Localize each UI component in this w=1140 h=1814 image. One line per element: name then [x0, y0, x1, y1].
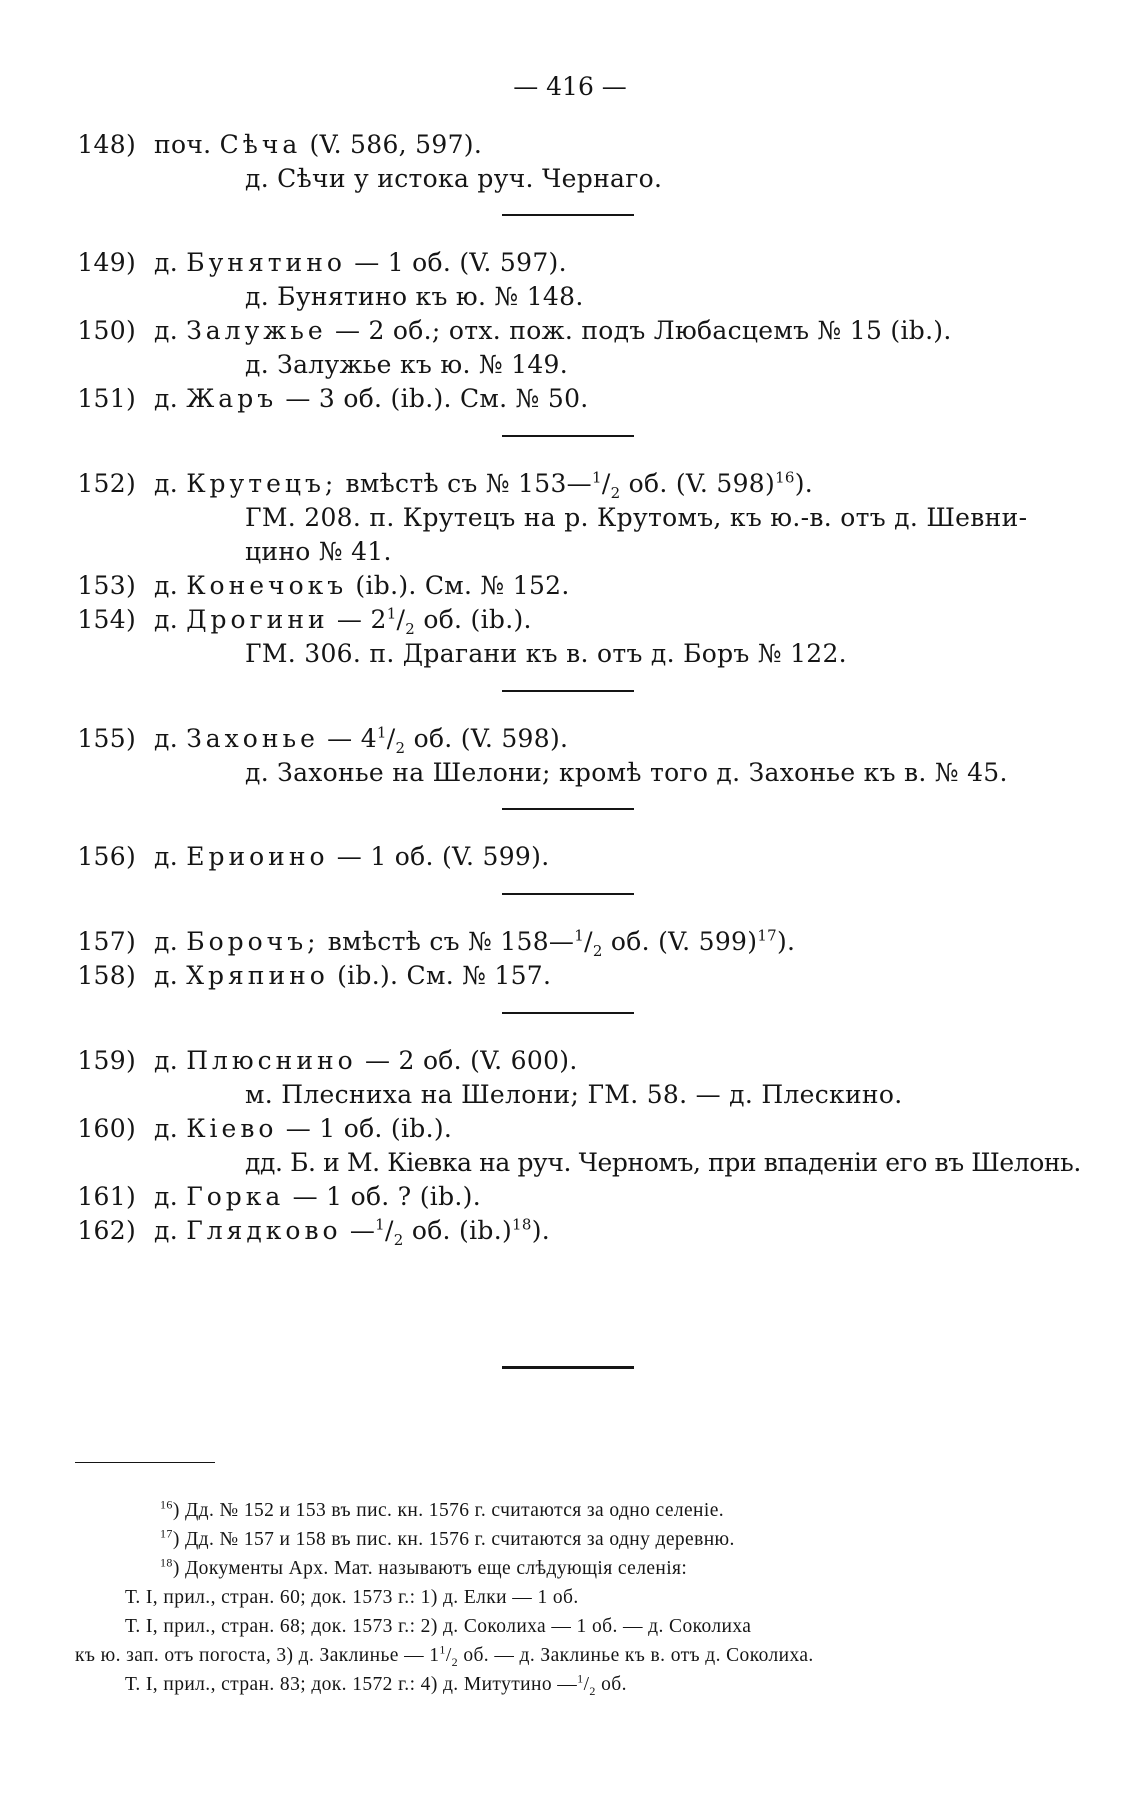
fraction-numerator: 1: [577, 1671, 584, 1686]
entry-156: [36, 842, 549, 871]
entry-type: д.: [154, 927, 178, 956]
footnote-18-line-1: Т. I, прил., стран. 60; док. 1573 г.: 1) д. Елки — 1 об.: [125, 1587, 579, 1608]
fraction-numerator: 1: [574, 926, 585, 945]
footnote-mark: 16: [160, 1497, 173, 1512]
footnote-text: ) Дд. № 152 и 153 въ пис. кн. 1576 г. считаются за одно селеніе.: [172, 1500, 725, 1521]
footnote-rule: [75, 1462, 215, 1463]
entry-type: д.: [154, 571, 178, 600]
footnote-text: об.: [601, 1674, 627, 1695]
entry-number: 159): [77, 1046, 136, 1075]
fraction-denominator: 2: [405, 620, 416, 638]
section-separator: [502, 893, 634, 895]
entry-details: — 2: [336, 605, 387, 634]
entry-number: 154): [77, 605, 136, 634]
entry-type: д.: [154, 316, 178, 345]
entry-name: Конечокъ: [186, 571, 348, 600]
footnote-text: ) Документы Арх. Мат. называютъ еще слѣдующія селенія:: [172, 1558, 688, 1579]
entry-type: д.: [154, 1182, 178, 1211]
entry-162: 162) д. Глядково $—^1/_2$ об. $(ib.)^{18}$).: [36, 1216, 550, 1245]
entry-type: д.: [154, 248, 178, 277]
fraction-numerator: 1: [591, 468, 602, 487]
footnote-mark: 17: [160, 1526, 173, 1541]
footnote-text: Т. I, прил., стран. 83; док. 1572 г.: 4) д. Митутино —: [125, 1674, 578, 1695]
entry-details: об. (ib.).: [423, 605, 532, 634]
footnote-18-line-2: Т. I, прил., стран. 68; док. 1573 г.: 2) д. Соколиха — 1 об. — д. Соколиха: [125, 1616, 752, 1637]
section-separator: [502, 1012, 634, 1014]
fraction-denominator: 2: [393, 1231, 404, 1249]
fraction-numerator: 1: [376, 723, 387, 742]
footnote-text: ) Дд. № 157 и 158 въ пис. кн. 1576 г. считаются за одну деревню.: [172, 1529, 735, 1550]
footnote-ref[interactable]: 17: [757, 926, 777, 945]
entry-number: 151): [77, 384, 136, 413]
entry-152-note: ГМ. 208. п. Крутецъ на р. Крутомъ, къ ю.-в. отъ д. Шевни-: [245, 503, 1028, 532]
entry-details: (ib.). См. № 152.: [355, 571, 570, 600]
fraction-denominator: 2: [589, 1683, 596, 1698]
entry-details: об. (ib.): [411, 1216, 512, 1245]
entry-name: Борочъ;: [186, 927, 320, 956]
footnote-text: об. — д. Заклинье къ в. отъ д. Соколиха.: [463, 1645, 814, 1666]
entry-name: Жаръ: [186, 384, 278, 413]
footnote-mark: 18: [160, 1555, 173, 1570]
entry-150-note: д. Залужье къ ю. № 149.: [245, 350, 569, 379]
entry-name: Глядково: [186, 1216, 342, 1245]
entry-name: Хряпино: [186, 961, 329, 990]
entry-details: — 3 об. (ib.). См. № 50.: [285, 384, 589, 413]
entry-type: д.: [154, 724, 178, 753]
section-separator: [502, 214, 634, 216]
fraction-numerator: 1: [439, 1642, 446, 1657]
entry-type: поч.: [154, 130, 212, 159]
footnote-16: [160, 1497, 725, 1522]
entry-name: Крутецъ;: [186, 469, 338, 498]
footnote-17: [160, 1526, 735, 1551]
entry-name: Залужье: [186, 316, 327, 345]
entry-number: 162): [77, 1216, 136, 1245]
entry-details: — 2 об.; отх. пож. подъ Любасцемъ № 15 (ib.).: [334, 316, 952, 345]
footnote-text: къ ю. зап. отъ погоста, 3) д. Заклинье — 1: [75, 1645, 440, 1666]
entry-type: д.: [154, 469, 178, 498]
footnote-18: [160, 1555, 688, 1580]
entry-149-note: д. Бунятино къ ю. № 148.: [245, 282, 584, 311]
entry-details: — 2 об. (V. 600).: [364, 1046, 578, 1075]
entry-details: — 1 об. (V. 597).: [354, 248, 567, 277]
entry-149: [36, 248, 567, 277]
entry-details: ).: [794, 469, 814, 498]
entry-details: — 1 об. (V. 599).: [336, 842, 550, 871]
entry-number: 150): [77, 316, 136, 345]
entry-details: ).: [531, 1216, 550, 1245]
footnote-18-line-4: Т. I, прил., стран. 83; док. 1572 г.: 4) д. Митутино $—^1/_2$ об.: [125, 1671, 627, 1698]
entry-154-note: ГМ. 306. п. Драгани къ в. отъ д. Боръ № 122.: [245, 639, 847, 668]
entry-148: [36, 130, 482, 159]
entry-details: вмѣстѣ съ № 153—: [345, 469, 592, 498]
fraction-denominator: 2: [395, 739, 406, 757]
entry-details: — 1 об. ? (ib.).: [292, 1182, 481, 1211]
entry-type: д.: [154, 1114, 178, 1143]
entry-type: д.: [154, 1046, 178, 1075]
entry-number: 156): [77, 842, 136, 871]
entry-details: вмѣстѣ съ № 158—: [327, 927, 575, 956]
entry-151: [36, 384, 589, 413]
entry-148-note: д. Сѣчи у истока руч. Чернаго.: [245, 164, 663, 193]
entry-152: 152) д. Крутецъ; вмѣстѣ съ № $153—^1/_2$ об. (V. 598)$^{16}$).: [36, 469, 813, 498]
entry-150: [36, 316, 952, 345]
entry-number: 155): [77, 724, 136, 753]
fraction-denominator: 2: [592, 942, 603, 960]
entry-160-note: дд. Б. и М. Кіевка на руч. Черномъ, при впаденіи его въ Шелонь.: [245, 1148, 1081, 1177]
footnote-ref[interactable]: 16: [775, 468, 795, 487]
entry-159-note: м. Плесниха на Шелони; ГМ. 58. — д. Плескино.: [245, 1080, 903, 1109]
end-rule: [502, 1366, 634, 1369]
entry-details: об. (V. 598): [628, 469, 776, 498]
entry-160: [36, 1114, 452, 1143]
entry-number: 160): [77, 1114, 136, 1143]
entry-details: — 1 об. (ib.).: [285, 1114, 453, 1143]
entry-159: [36, 1046, 578, 1075]
fraction-denominator: 2: [451, 1654, 459, 1669]
entry-number: 153): [77, 571, 136, 600]
fraction-numerator: 1: [386, 604, 397, 623]
entry-name: Плюснино: [186, 1046, 357, 1075]
entry-158: [36, 961, 551, 990]
fraction-denominator: 2: [610, 484, 621, 502]
footnote-ref[interactable]: 18: [512, 1215, 532, 1234]
entry-number: 148): [77, 130, 136, 159]
entry-type: д.: [154, 842, 178, 871]
entry-155: 155) д. Захонье — $4^1/_2$ об. (V. 598).: [36, 724, 568, 753]
entry-161: [36, 1182, 481, 1211]
entry-name: Дрогини: [186, 605, 329, 634]
entry-type: д.: [154, 605, 178, 634]
entry-157: 157) д. Борочъ; вмѣстѣ съ № $158—^1/_2$ об. (V. 599)$^{17}$).: [36, 927, 795, 956]
entry-type: д.: [154, 1216, 178, 1245]
entry-details: об. (V. 599): [610, 927, 758, 956]
entry-name: Сѣча: [219, 130, 302, 159]
entry-number: 149): [77, 248, 136, 277]
section-separator: [502, 808, 634, 810]
entry-name: Захонье: [186, 724, 319, 753]
entry-number: 161): [77, 1182, 136, 1211]
entry-type: д.: [154, 961, 178, 990]
footnote-18-line-3: къ ю. зап. отъ погоста, 3) д. Заклинье — $1^1/_2$ об. — д. Заклинье къ в. отъ д. Соколиха.: [75, 1642, 814, 1669]
entry-details: (ib.). См. № 157.: [337, 961, 552, 990]
section-separator: [502, 690, 634, 692]
entry-name: Горка: [186, 1182, 285, 1211]
entry-name: Кіево: [186, 1114, 278, 1143]
entry-number: 157): [77, 927, 136, 956]
entry-details: —: [349, 1216, 376, 1245]
entry-name: Ериоино: [186, 842, 329, 871]
entry-153: [36, 571, 570, 600]
entry-154: 154) д. Дрогини — $2^1/_2$ об. (ib.).: [36, 605, 532, 634]
entry-details: — 4: [327, 724, 377, 753]
entry-name: Бунятино: [186, 248, 346, 277]
entry-155-note: д. Захонье на Шелони; кромѣ того д. Захонье къ в. № 45.: [245, 758, 1008, 787]
entry-number: 158): [77, 961, 136, 990]
entry-type: д.: [154, 384, 178, 413]
entry-details: об. (V. 598).: [413, 724, 569, 753]
entry-details: (V. 586, 597).: [309, 130, 483, 159]
entry-details: ).: [777, 927, 796, 956]
page-number: — 416 —: [513, 72, 627, 101]
entry-number: 152): [77, 469, 136, 498]
entry-152-note-cont: цино № 41.: [245, 537, 392, 566]
fraction-numerator: 1: [375, 1215, 386, 1234]
section-separator: [502, 435, 634, 437]
